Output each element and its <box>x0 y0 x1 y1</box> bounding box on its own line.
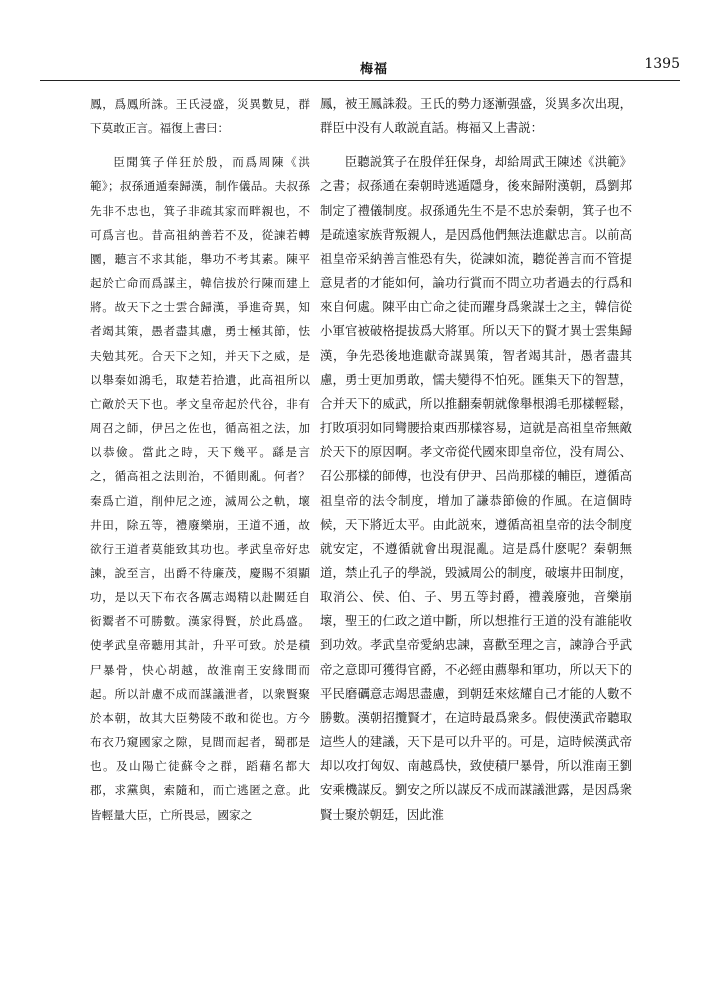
page-header <box>40 56 680 82</box>
translation-memorial-paragraph: 臣聽説箕子在殷佯狂保身，却給周武王陳述《洪範》之書；叔孫通在秦朝時逃遁隱身，後來歸附漢朝，爲劉邦制定了禮儀制度。叔孫通先生不是不忠於秦朝，箕子也不是疏遠家族背叛親人，是因爲他們無法進獻忠言。以前高祖皇帝采納善言惟恐有失，從諫如流，聽從善言而不管提意見者的才能如何，論功行賞而不問立功者過去的行爲和來自何處。陳平由亡命之徒而躍身爲衆謀士之主，韓信從小軍官被破格提拔爲大將軍。所以天下的賢才異士雲集歸漢，争先恐後地進獻奇謀異策，智者竭其計，愚者盡其慮，勇士更加勇敢，懦夫變得不怕死。匯集天下的智慧，合并天下的威武，所以推翻秦朝就像舉根鴻毛那樣輕鬆，打敗項羽如同彎腰拾東西那樣容易，這就是高祖皇帝無敵於天下的原因啊。孝文帝從代國來即皇帝位，没有周公、召公那樣的師傅，也没有伊尹、呂尚那樣的輔臣，遵循高祖皇帝的法令制度，增加了謙恭節儉的作風。在這個時候，天下將近太平。由此説來，遵循高祖皇帝的法令制度就安定，不遵循就會出現混亂。這是爲什麽呢？秦朝無道，禁止孔子的學説，毁滅周公的制度，破壞井田制度，取消公、侯、伯、子、男五等封爵，禮義廢弛，音樂崩壞，聖王的仁政之道中斷，所以想推行王道的没有誰能收到功效。孝武皇帝愛納忠諫，喜歡至理之言，諫諍合乎武帝之意即可獲得官爵，不必經由薦舉和軍功，所以天下的平民磨礪意志竭思盡慮，到朝廷來炫耀自己才能的人數不勝數。漢朝招攬賢才，在這時最爲衆多。假使漢武帝聽取這些人的建議，天下是可以升平的。可是，這時候漢武帝却以攻打匈奴、南越爲快，致使積尸暴骨，所以淮南王劉安乘機謀反。劉安之所以謀反不成而謀議泄露，是因爲衆賢士聚於朝廷，因此淮 <box>320 154 632 822</box>
page-number: 1395 <box>644 56 680 72</box>
translation-intro-paragraph: 鳳，被王鳳誅殺。王氏的勢力逐漸强盛，災異多次出現，群臣中没有人敢説直話。梅福又上書説： <box>320 96 632 136</box>
running-title: 梅福 <box>360 62 389 77</box>
original-memorial-paragraph: 臣聞箕子佯狂於殷，而爲周陳《洪範》；叔孫通遁秦歸漢，制作儀品。夫叔孫先非不忠也，箕子非疏其家而畔親也，不可爲言也。昔高祖納善若不及，從諫若轉圜，聽言不求其能，舉功不考其素。陳平起於亡命而爲謀主，韓信拔於行陳而建上將。故天下之士雲合歸漢，爭進奇異，知者竭其策，愚者盡其慮，勇士極其節，怯夫勉其死。合天下之知，并天下之威，是以舉秦如鴻毛，取楚若拾遺，此高祖所以亡敵於天下也。孝文皇帝起於代谷，非有周召之師，伊呂之佐也，循高祖之法，加以恭儉。當此之時，天下幾平。繇是言之，循高祖之法則治，不循則亂。何者？秦爲亡道，削仲尼之迹，滅周公之軌，壞井田，除五等，禮廢樂崩，王道不通，故欲行王道者莫能致其功也。孝武皇帝好忠諫，說至言，出爵不待廉茂，慶賜不須顯功，是以天下布衣各厲志竭精以赴闕廷自衒鬻者不可勝數。漢家得賢，於此爲盛。使孝武皇帝聽用其計，升平可致。於是積尸暴骨，快心胡越，故淮南王安緣間而起。所以計慮不成而謀議泄者，以衆賢聚於本朝，故其大臣勢陵不敢和從也。方今布衣乃窺國家之隙，見間而起者，蜀郡是也。及山陽亡徒蘇令之群，蹈藉名都大郡，求黨與，索隨和，而亡逃匿之意。此皆輕量大臣，亡所畏忌，國家之 <box>90 155 310 822</box>
header-rule <box>40 80 680 81</box>
original-intro-paragraph: 鳳，爲鳳所誅。王氏浸盛，災異數見，群下莫敢正言。福復上書曰： <box>90 97 310 136</box>
translation-column <box>320 92 632 837</box>
original-text-column <box>90 92 310 837</box>
